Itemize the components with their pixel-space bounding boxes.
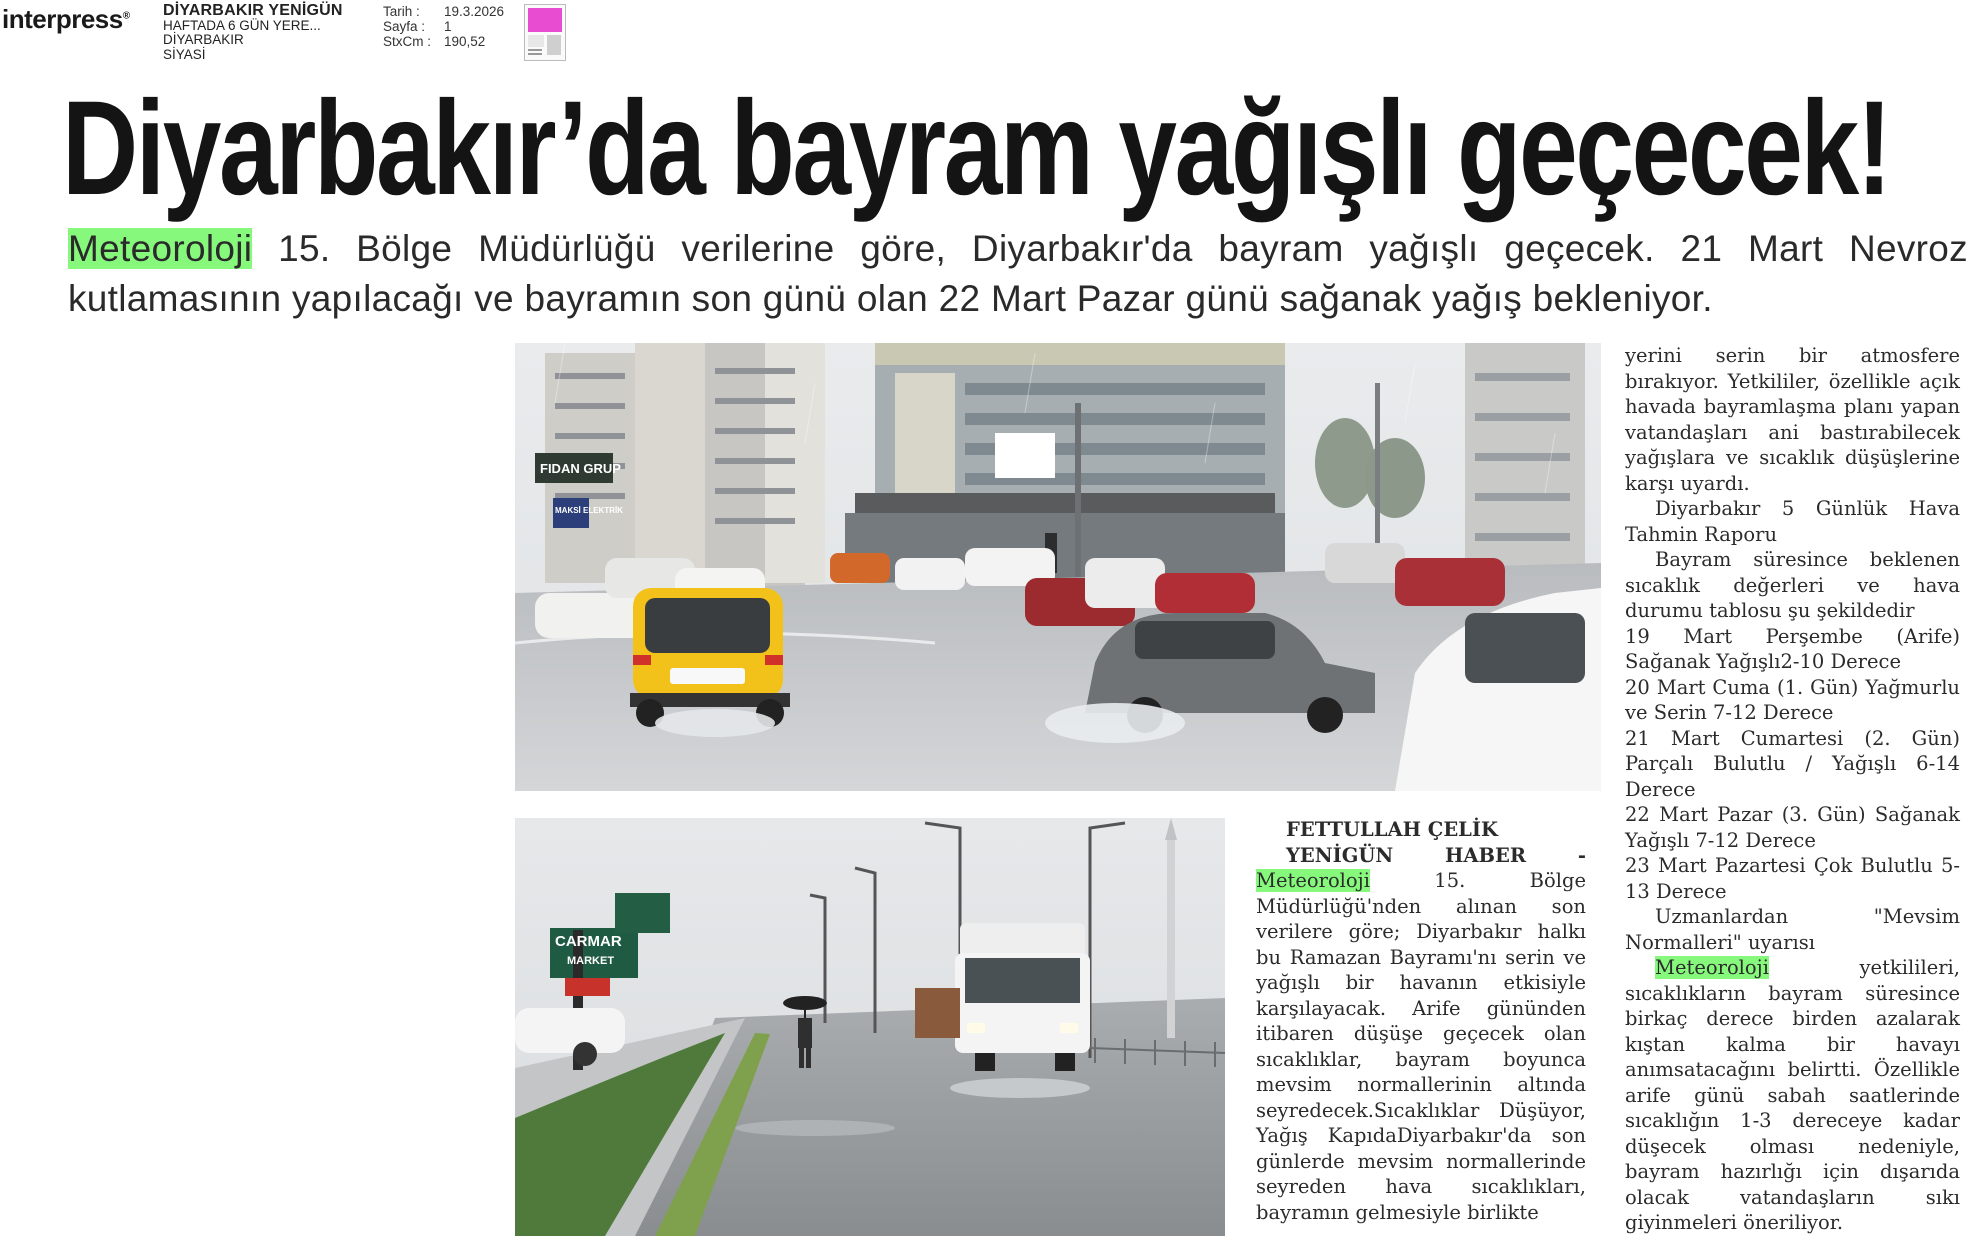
meta-values bbox=[444, 4, 504, 49]
lead-keyword-highlight: Meteoroloji bbox=[68, 228, 253, 269]
col2-keyword-highlight: Meteoroloji bbox=[1655, 956, 1769, 979]
byline-and-body bbox=[1256, 843, 1586, 1226]
byline-agency: YENİGÜN HABER - bbox=[1286, 843, 1586, 867]
publication-city: DİYARBAKIR bbox=[163, 32, 244, 47]
meta-labels bbox=[383, 4, 431, 49]
forecast-day-1: 19 Mart Perşembe (Arife) Sağanak Yağışlı2-10 Derece bbox=[1625, 624, 1960, 673]
page-thumbnail[interactable] bbox=[524, 4, 566, 61]
col2-paragraph-3: Bayram süresince beklenen sıcaklık değerleri ve hava durumu tablosu şu şekildedir bbox=[1625, 548, 1960, 622]
col1-body-text: 15. Bölge Müdürlüğü'nden alınan son verilere göre; Diyarbakır halkı bu Ramazan Bayramı'nı serin ve yağışlı bir havanın etkisiyle karşılayacak. Arife gününden itibaren düşüşe geçecek olan sıcaklıklar, bayram boyunca mevsim normallerinin altında seyredecek.Sıcaklıklar Düşüyor, Yağış KapıdaDiyarbakır'da son günlerde mevsim normallerinde seyreden hava sıcaklıkları, bayramın gelmesiyle birlikte bbox=[1256, 869, 1586, 1224]
publication-frequency: HAFTADA 6 GÜN YERE... bbox=[163, 17, 321, 33]
headline: Diyarbakır’da bayram yağışlı geçecek! bbox=[62, 74, 1890, 223]
sign-fidan-grup: FIDAN GRUP bbox=[540, 461, 621, 476]
lead-text: 15. Bölge Müdürlüğü verilerine göre, Diyarbakır'da bayram yağışlı geçecek. 21 Mart Nevroz kutlamasının yapılacağı ve bayramın son günü olan 22 Mart Pazar günü sağanak yağış bekleniyor. bbox=[68, 228, 1968, 319]
date-value: 19.3.2026 bbox=[444, 4, 505, 19]
forecast-day-4: 22 Mart Pazar (3. Gün) Sağanak Yağışlı 7-12 Derece bbox=[1625, 803, 1960, 852]
col1-keyword-highlight: Meteoroloji bbox=[1256, 869, 1370, 892]
date-label: Tarih : bbox=[383, 4, 420, 19]
publication-category: SİYASİ bbox=[163, 46, 206, 62]
sign-market: MARKET bbox=[567, 955, 615, 967]
col2-paragraph-1: yerini serin bir atmosfere bırakıyor. Yetkililer, özellikle açık havada bayramlaşma planı yapan vatandaşları ani bastırabilecek yağışlara ve sıcaklık düşüşlerine karşı uyardı. bbox=[1625, 344, 1960, 495]
publication-info bbox=[163, 4, 343, 62]
photo-rainy-road-truck bbox=[515, 818, 1225, 1236]
article-column-1 bbox=[1256, 817, 1586, 1225]
stxcm-value: 190,52 bbox=[444, 34, 486, 49]
sign-maksi: MAKSİ ELEKTRİK bbox=[555, 506, 623, 515]
photo-rainy-intersection bbox=[515, 343, 1601, 791]
forecast-day-2: 20 Mart Cuma (1. Gün) Yağmurlu ve Serin 7-12 Derece bbox=[1625, 675, 1960, 724]
warning-heading: Uzmanlardan "Mevsim Normalleri" uyarısı bbox=[1625, 905, 1960, 954]
forecast-heading: Diyarbakır 5 Günlük Hava Tahmin Raporu bbox=[1625, 497, 1960, 546]
interpress-logo: interpress® bbox=[2, 4, 130, 34]
sign-carmar: CARMAR bbox=[555, 933, 622, 950]
forecast-day-3: 21 Mart Cumartesi (2. Gün) Parçalı Bulutlu / Yağışlı 6-14 Derece bbox=[1625, 726, 1960, 801]
stxcm-label: StxCm : bbox=[383, 34, 432, 49]
page-label: Sayfa : bbox=[383, 19, 426, 34]
article-column-2 bbox=[1625, 343, 1960, 1236]
page-value: 1 bbox=[444, 19, 452, 34]
col2-paragraph-5-text: yetkilileri, sıcaklıkların bayram süresince birkaç derece birden azalarak kıştan kalma bir havayı anımsatacağını belirtti. Özellikle arife günü sabah saatlerinde sıcaklığın 1-3 dereceye kadar düşecek olması nedeniyle, bayram hazırlığı için dışarıda olacak vatandaşların sıkı giyinmeleri öneriliyor. bbox=[1625, 956, 1960, 1234]
byline-author: FETTULLAH ÇELİK bbox=[1286, 818, 1498, 841]
forecast-day-5: 23 Mart Pazartesi Çok Bulutlu 5-13 Derece bbox=[1625, 854, 1960, 903]
col2-paragraph-5 bbox=[1625, 955, 1960, 1236]
publication-name: DİYARBAKIR YENİGÜN bbox=[163, 2, 343, 19]
lead-paragraph bbox=[68, 224, 1968, 324]
